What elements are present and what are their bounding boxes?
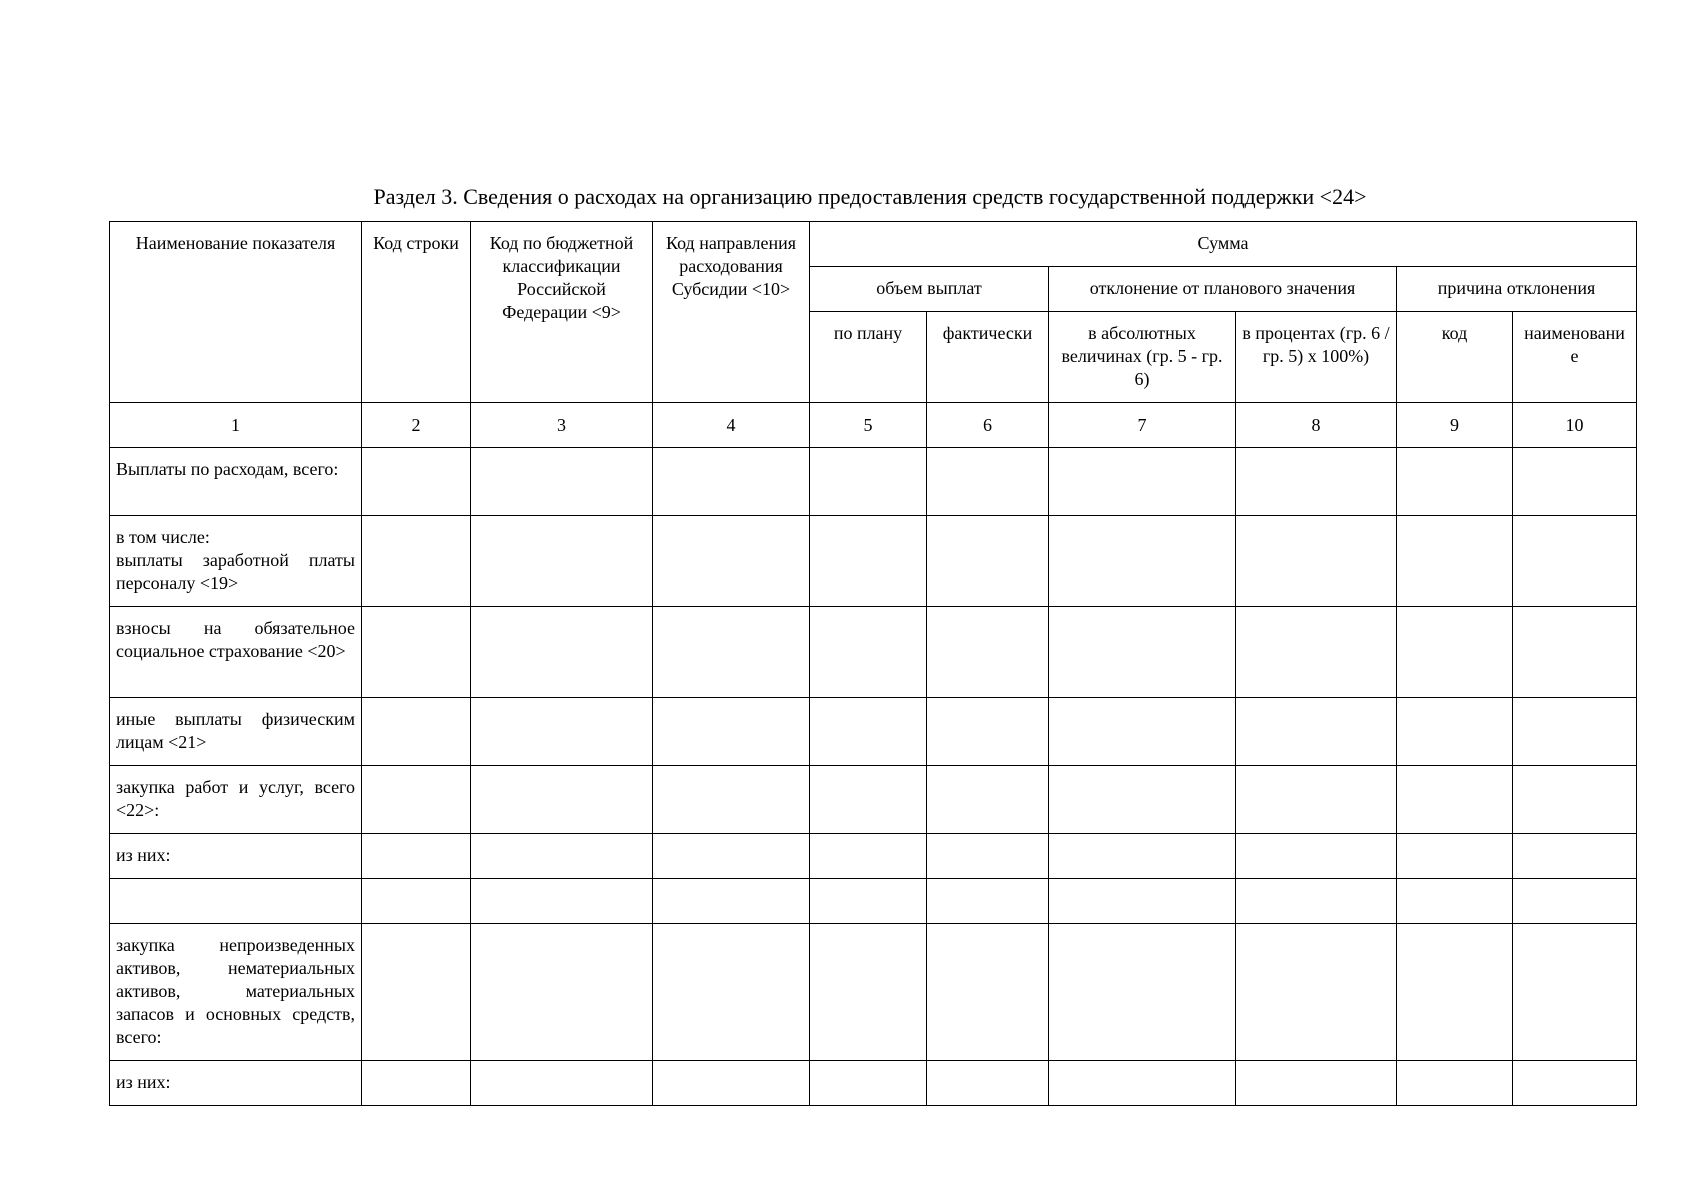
line-code-cell[interactable] xyxy=(362,516,471,607)
direction-code-cell[interactable] xyxy=(653,516,810,607)
direction-code-cell[interactable] xyxy=(653,879,810,924)
plan-cell[interactable] xyxy=(810,834,927,879)
header-row-1 xyxy=(110,222,1637,267)
reason-code-cell[interactable] xyxy=(1397,766,1513,834)
direction-code-cell[interactable] xyxy=(653,766,810,834)
budget-code-cell[interactable] xyxy=(471,1061,653,1106)
percent-cell[interactable] xyxy=(1236,1061,1397,1106)
line-code-cell[interactable] xyxy=(362,834,471,879)
actual-cell[interactable] xyxy=(927,698,1049,766)
reason-code-cell[interactable] xyxy=(1397,698,1513,766)
column-number: 10 xyxy=(1513,403,1637,448)
table-row xyxy=(110,448,1637,516)
table-row xyxy=(110,698,1637,766)
line-code-cell[interactable] xyxy=(362,607,471,698)
row-label: из них: xyxy=(110,1061,362,1106)
actual-cell[interactable] xyxy=(927,1061,1049,1106)
actual-cell[interactable] xyxy=(927,834,1049,879)
reason-name-cell[interactable] xyxy=(1513,834,1637,879)
direction-code-cell[interactable] xyxy=(653,834,810,879)
table-row xyxy=(110,766,1637,834)
absolute-cell[interactable] xyxy=(1049,448,1236,516)
budget-code-cell[interactable] xyxy=(471,766,653,834)
reason-name-cell[interactable] xyxy=(1513,1061,1637,1106)
reason-code-cell[interactable] xyxy=(1397,448,1513,516)
plan-cell[interactable] xyxy=(810,924,927,1061)
reason-code-cell[interactable] xyxy=(1397,834,1513,879)
reason-code-cell[interactable] xyxy=(1397,879,1513,924)
header-line-code: Код строки xyxy=(362,222,471,403)
direction-code-cell[interactable] xyxy=(653,924,810,1061)
header-code: код xyxy=(1397,312,1513,403)
row-label: закупка работ и услуг, всего <22>: xyxy=(110,766,362,834)
column-number: 9 xyxy=(1397,403,1513,448)
absolute-cell[interactable] xyxy=(1049,834,1236,879)
column-number: 7 xyxy=(1049,403,1236,448)
row-label: взносы на обязательное социальное страхование <20> xyxy=(110,607,362,698)
plan-cell[interactable] xyxy=(810,448,927,516)
budget-code-cell[interactable] xyxy=(471,879,653,924)
actual-cell[interactable] xyxy=(927,607,1049,698)
line-code-cell[interactable] xyxy=(362,1061,471,1106)
absolute-cell[interactable] xyxy=(1049,516,1236,607)
absolute-cell[interactable] xyxy=(1049,766,1236,834)
header-budget-code: Код по бюджетной классификации Российской Федерации <9> xyxy=(471,222,653,403)
line-code-cell[interactable] xyxy=(362,924,471,1061)
budget-code-cell[interactable] xyxy=(471,448,653,516)
header-absolute: в абсолютных величинах (гр. 5 - гр. 6) xyxy=(1049,312,1236,403)
direction-code-cell[interactable] xyxy=(653,698,810,766)
absolute-cell[interactable] xyxy=(1049,879,1236,924)
percent-cell[interactable] xyxy=(1236,448,1397,516)
reason-name-cell[interactable] xyxy=(1513,698,1637,766)
table-row xyxy=(110,924,1637,1061)
budget-code-cell[interactable] xyxy=(471,698,653,766)
absolute-cell[interactable] xyxy=(1049,698,1236,766)
line-code-cell[interactable] xyxy=(362,879,471,924)
reason-name-cell[interactable] xyxy=(1513,766,1637,834)
percent-cell[interactable] xyxy=(1236,698,1397,766)
direction-code-cell[interactable] xyxy=(653,1061,810,1106)
row-label[interactable] xyxy=(110,879,362,924)
reason-code-cell[interactable] xyxy=(1397,516,1513,607)
column-number: 5 xyxy=(810,403,927,448)
column-number: 4 xyxy=(653,403,810,448)
table-row xyxy=(110,516,1637,607)
budget-code-cell[interactable] xyxy=(471,924,653,1061)
absolute-cell[interactable] xyxy=(1049,607,1236,698)
column-number: 2 xyxy=(362,403,471,448)
actual-cell[interactable] xyxy=(927,924,1049,1061)
column-number: 3 xyxy=(471,403,653,448)
row-label: иные выплаты физическим лицам <21> xyxy=(110,698,362,766)
actual-cell[interactable] xyxy=(927,879,1049,924)
reason-name-cell[interactable] xyxy=(1513,879,1637,924)
header-direction-code: Код направления расходования Субсидии <10> xyxy=(653,222,810,403)
percent-cell[interactable] xyxy=(1236,834,1397,879)
actual-cell[interactable] xyxy=(927,766,1049,834)
header-plan: по плану xyxy=(810,312,927,403)
header-payments: объем выплат xyxy=(810,267,1049,312)
expenses-table xyxy=(109,221,1637,1106)
percent-cell[interactable] xyxy=(1236,924,1397,1061)
reason-code-cell[interactable] xyxy=(1397,924,1513,1061)
absolute-cell[interactable] xyxy=(1049,924,1236,1061)
table-row xyxy=(110,879,1637,924)
plan-cell[interactable] xyxy=(810,698,927,766)
budget-code-cell[interactable] xyxy=(471,607,653,698)
reason-name-cell[interactable] xyxy=(1513,516,1637,607)
header-name: наименовани е xyxy=(1513,312,1637,403)
percent-cell[interactable] xyxy=(1236,607,1397,698)
reason-code-cell[interactable] xyxy=(1397,607,1513,698)
budget-code-cell[interactable] xyxy=(471,834,653,879)
reason-name-cell[interactable] xyxy=(1513,448,1637,516)
reason-name-cell[interactable] xyxy=(1513,607,1637,698)
section-title: Раздел 3. Сведения о расходах на организацию предоставления средств государственной поддержки <24> xyxy=(373,184,1367,209)
table-row xyxy=(110,834,1637,879)
row-label: из них: xyxy=(110,834,362,879)
plan-cell[interactable] xyxy=(810,607,927,698)
header-sum: Сумма xyxy=(810,222,1637,267)
plan-cell[interactable] xyxy=(810,766,927,834)
column-number-row xyxy=(110,403,1637,448)
direction-code-cell[interactable] xyxy=(653,448,810,516)
header-indicator: Наименование показателя xyxy=(110,222,362,403)
budget-code-cell[interactable] xyxy=(471,516,653,607)
row-label: в том числе: выплаты заработной платы персоналу <19> xyxy=(110,516,362,607)
actual-cell[interactable] xyxy=(927,516,1049,607)
plan-cell[interactable] xyxy=(810,879,927,924)
table-row xyxy=(110,607,1637,698)
direction-code-cell[interactable] xyxy=(653,607,810,698)
percent-cell[interactable] xyxy=(1236,516,1397,607)
plan-cell[interactable] xyxy=(810,516,927,607)
percent-cell[interactable] xyxy=(1236,879,1397,924)
column-number: 6 xyxy=(927,403,1049,448)
actual-cell[interactable] xyxy=(927,448,1049,516)
percent-cell[interactable] xyxy=(1236,766,1397,834)
header-percent: в процентах (гр. 6 / гр. 5) x 100%) xyxy=(1236,312,1397,403)
plan-cell[interactable] xyxy=(810,1061,927,1106)
line-code-cell[interactable] xyxy=(362,448,471,516)
header-deviation: отклонение от планового значения xyxy=(1049,267,1397,312)
row-label: закупка непроизведенных активов, нематериальных активов, материальных запасов и основных средств, всего: xyxy=(110,924,362,1061)
row-label: Выплаты по расходам, всего: xyxy=(110,448,362,516)
line-code-cell[interactable] xyxy=(362,698,471,766)
column-number: 1 xyxy=(110,403,362,448)
reason-name-cell[interactable] xyxy=(1513,924,1637,1061)
header-reason: причина отклонения xyxy=(1397,267,1637,312)
reason-code-cell[interactable] xyxy=(1397,1061,1513,1106)
column-number: 8 xyxy=(1236,403,1397,448)
table-row xyxy=(110,1061,1637,1106)
header-actual: фактически xyxy=(927,312,1049,403)
line-code-cell[interactable] xyxy=(362,766,471,834)
absolute-cell[interactable] xyxy=(1049,1061,1236,1106)
